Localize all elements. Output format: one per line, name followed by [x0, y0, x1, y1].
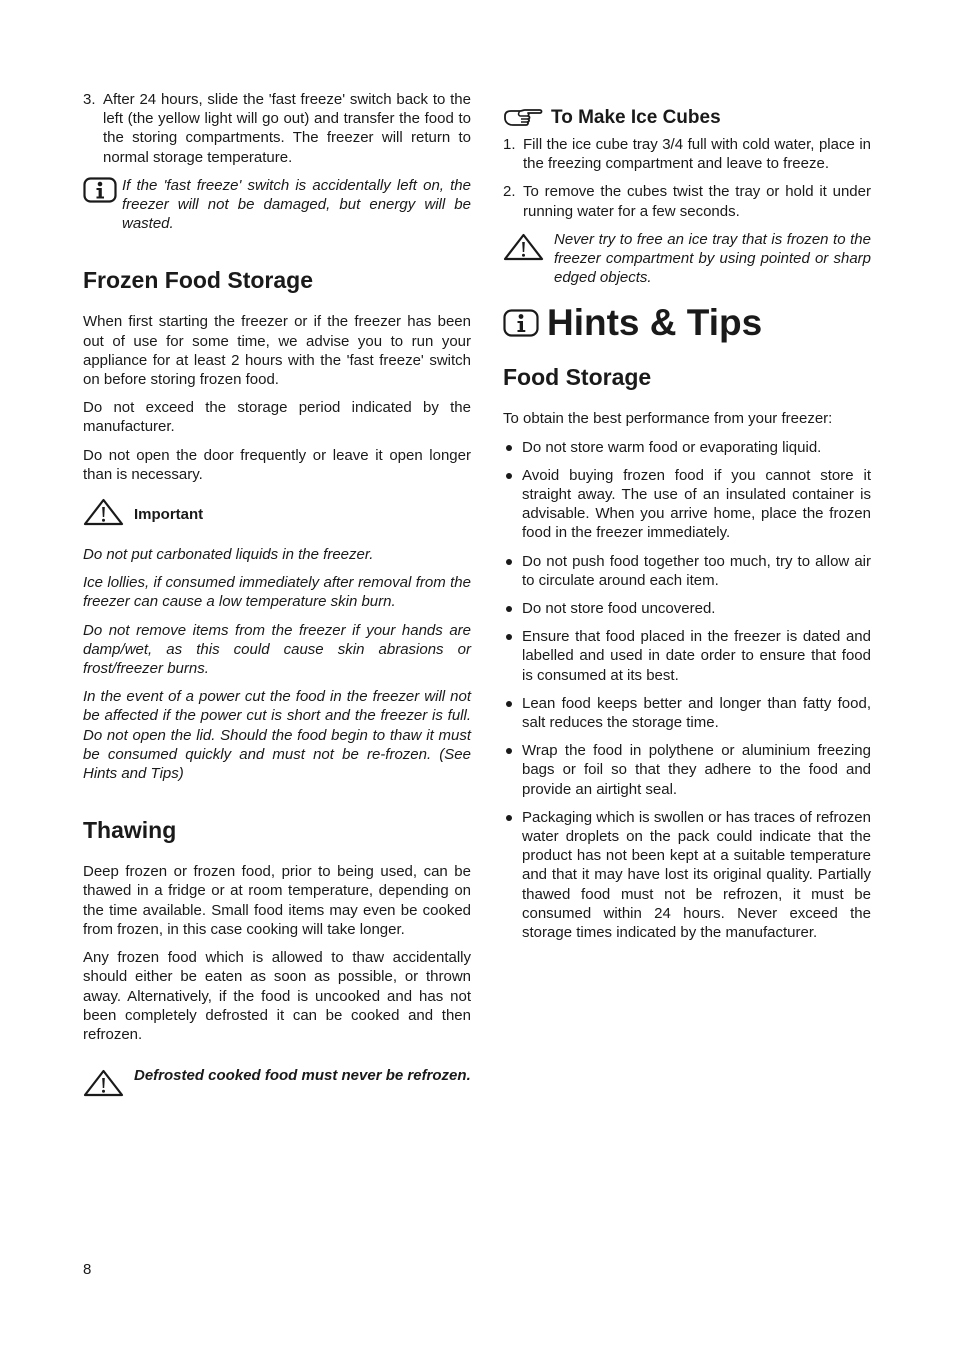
list-number: 1.: [503, 136, 516, 153]
important-label: Important: [134, 505, 204, 523]
list-item: Do not store warm food or evaporating liquid.: [503, 438, 871, 457]
list-number: 2.: [503, 183, 516, 201]
list-item: Lean food keeps better and longer than fatty food, salt reduces the storage time.: [503, 694, 871, 732]
ice-cubes-title: To Make Ice Cubes: [551, 107, 721, 128]
ice-warning-note: [503, 230, 871, 288]
info-note-text: If the 'fast freeze' switch is accidentally left on, the freezer will not be damaged, but energy will be wasted.: [122, 176, 471, 233]
info-note: [83, 176, 471, 234]
list-item: Ensure that food placed in the freezer is dated and labelled and used in date order to ensure that food is consumed at its best.: [503, 627, 871, 685]
list-item: Wrap the food in polythene or aluminium freezing bags or foil so that they adhere to the food and provide an airtight seal.: [503, 741, 871, 799]
list-item: Do not push food together too much, try to allow air to circulate around each item.: [503, 552, 871, 590]
ice-cube-steps: [503, 135, 871, 221]
info-icon: [503, 309, 539, 337]
warning-triangle-icon: [83, 498, 124, 531]
list-text: To remove the cubes twist the tray or hold it under running water for a few seconds.: [523, 183, 871, 220]
right-column: [503, 107, 871, 951]
list-item: Avoid buying frozen food if you cannot store it straight away. The use of an insulated container is advisable. When you arrive home, place the frozen food in the freezer immediately.: [503, 466, 871, 543]
important-text: Do not put carbonated liquids in the freezer.: [83, 546, 374, 564]
paragraph: Deep frozen or frozen food, prior to being used, can be thawed in a fridge or at room temperature, depending on the time available. Small food items may even be cooked from frozen, in this case cooking will take longer.: [83, 863, 471, 938]
paragraph: Any frozen food which is allowed to thaw accidentally should either be eaten as soon as possible, or thrown away. Alternatively, if the food is uncooked and has not been completely defrosted it can be cooked and then refrozen.: [83, 949, 471, 1043]
list-item: [503, 182, 871, 220]
ice-warning-text: Never try to free an ice tray that is frozen to the freezer compartment by using pointed or sharp edged objects.: [554, 230, 871, 287]
important-text: In the event of a power cut the food in the freezer will not be affected if the power cut is short and the freezer is full. Do not open the lid. Should the food begin to thaw it must be consumed quickly and must not be re-frozen. (See Hints and Tips): [83, 688, 471, 783]
important-text: Ice lollies, if consumed immediately after removal from the freezer can cause a low temperature skin burn.: [83, 574, 471, 611]
food-storage-intro: To obtain the best performance from your freezer:: [503, 410, 833, 428]
thawing-warning-note: [83, 1066, 471, 1102]
list-item: Do not store food uncovered.: [503, 599, 871, 618]
thawing-warning-text: Defrosted cooked food must never be refrozen.: [134, 1067, 471, 1085]
list-item: [83, 90, 471, 167]
hints-tips-title: Hints & Tips: [547, 302, 763, 344]
warning-triangle-icon: [503, 233, 544, 266]
section-title-frozen-food-storage: Frozen Food Storage: [83, 267, 313, 294]
list-item: [503, 135, 871, 173]
important-note: [83, 498, 471, 531]
page-number: 8: [83, 1261, 92, 1278]
list-text: Fill the ice cube tray 3/4 full with cold water, place in the freezing compartment and leave to freeze.: [523, 136, 871, 173]
left-column: [83, 90, 471, 1111]
list-number: 3.: [83, 91, 96, 108]
paragraph: Do not exceed the storage period indicated by the manufacturer.: [83, 399, 471, 436]
paragraph: When first starting the freezer or if the freezer has been out of use for some time, we advise you to run your appliance for at least 2 hours with the 'fast freeze' switch on before storing frozen food.: [83, 313, 471, 389]
warning-triangle-icon: [83, 1069, 124, 1102]
section-title-thawing: Thawing: [83, 817, 177, 844]
list-item: Packaging which is swollen or has traces of refrozen water droplets on the pack could indicate that the product has not been kept at a suitable temperature and that it may have lost its original quality. Partially thawed food must not be refrozen, it must be consumed within 24 hours. Never exceed the storage times indicated by the manufacturer.: [503, 808, 871, 942]
paragraph: Do not open the door frequently or leave it open longer than is necessary.: [83, 446, 471, 483]
info-icon: [83, 177, 117, 208]
pointing-hand-icon: [503, 107, 543, 129]
section-title-food-storage: Food Storage: [503, 364, 652, 391]
food-storage-tips: [503, 438, 871, 943]
ice-cubes-heading: [503, 107, 871, 129]
hints-tips-heading: [503, 301, 871, 345]
list-text: After 24 hours, slide the 'fast freeze' switch back to the left (the yellow light will go out) and transfer the food to the storing compartments. The freezer will return to normal storage temperature.: [103, 91, 471, 166]
fast-freeze-steps: [83, 90, 471, 167]
important-text: Do not remove items from the freezer if your hands are damp/wet, as this could cause skin abrasions or frost/freezer burns.: [83, 621, 471, 678]
